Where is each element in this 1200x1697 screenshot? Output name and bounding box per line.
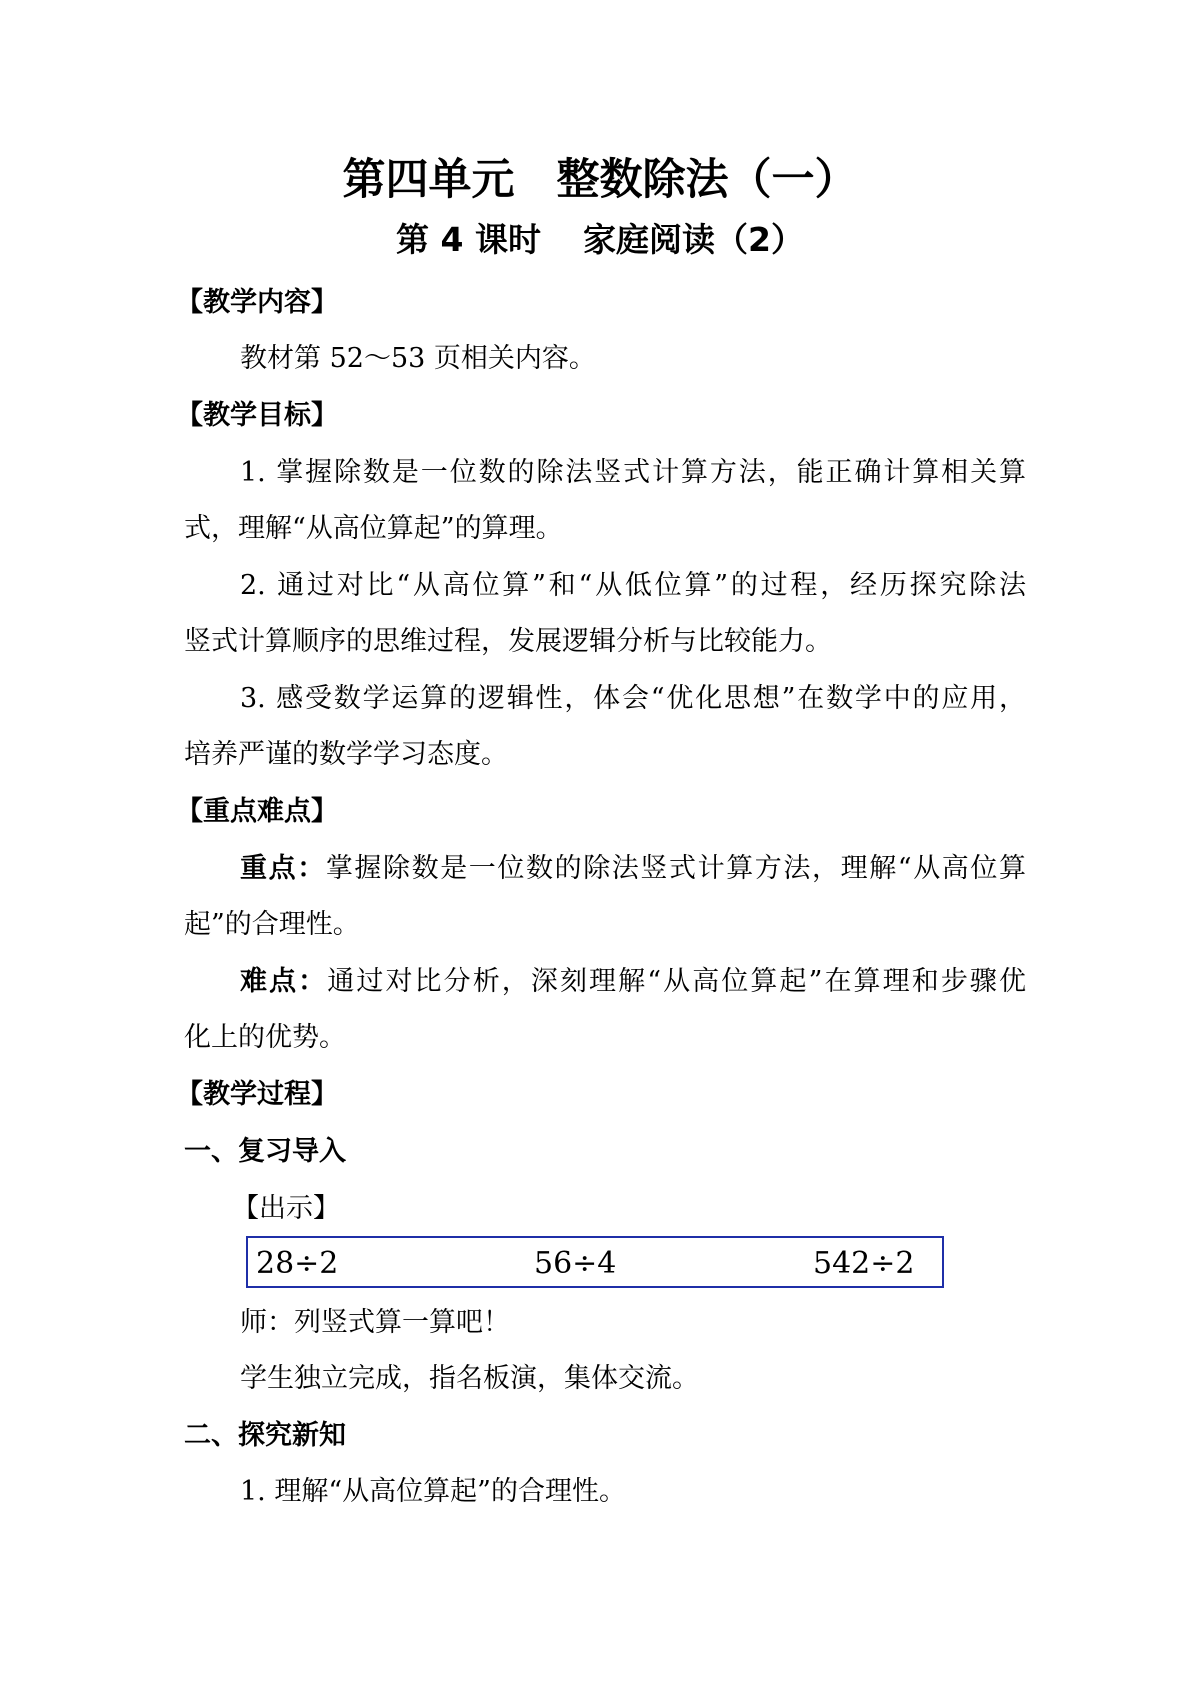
difficult-point-text: 通过对比分析，深刻理解“从高位算起”在算理和步骤优 <box>327 966 1026 997</box>
content-text: 教材第 52～53 页相关内容。 <box>240 343 596 374</box>
key-point-line-2: 起”的合理性。 <box>184 909 360 940</box>
page-subtitle <box>0 214 1200 261</box>
subsection-1: 1. 理解“从高位算起”的合理性。 <box>240 1476 626 1507</box>
unit-label: 第四单元 <box>342 155 515 205</box>
lesson-name: 家庭阅读（2） <box>582 220 804 259</box>
goal-1-line-2: 式，理解“从高位算起”的算理。 <box>184 513 563 544</box>
expression-2: 56÷4 <box>534 1246 617 1281</box>
unit-topic: 整数除法（一） <box>556 155 858 205</box>
goal-3-line-2: 培养严谨的数学学习态度。 <box>184 739 508 770</box>
page-title <box>0 146 1200 207</box>
lesson-number: 第 4 课时 <box>396 220 541 259</box>
part-1-heading: 一、复习导入 <box>184 1136 346 1167</box>
teacher-line: 师：列竖式算一算吧！ <box>240 1307 510 1338</box>
expression-box <box>246 1236 944 1288</box>
difficult-point-line-1 <box>240 959 1026 998</box>
key-point-text: 掌握除数是一位数的除法竖式计算方法，理解“从高位算 <box>325 853 1027 884</box>
expression-1: 28÷2 <box>256 1246 339 1281</box>
goal-3-line-1: 3. 感受数学运算的逻辑性，体会“优化思想”在数学中的应用， <box>240 683 1026 714</box>
goal-2-line-1: 2. 通过对比“从高位算”和“从低位算”的过程，经历探究除法 <box>240 570 1026 601</box>
goals-heading: 【教学目标】 <box>176 400 338 431</box>
difficult-point-label: 难点： <box>240 966 328 997</box>
difficult-point-line-2: 化上的优势。 <box>184 1022 346 1053</box>
key-point-line-1 <box>240 846 1026 885</box>
key-point-label: 重点： <box>240 853 326 884</box>
student-line: 学生独立完成，指名板演，集体交流。 <box>240 1363 699 1394</box>
goal-1-line-1: 1. 掌握除数是一位数的除法竖式计算方法，能正确计算相关算 <box>240 457 1026 488</box>
keypoints-heading: 【重点难点】 <box>176 796 338 827</box>
content-heading: 【教学内容】 <box>176 287 338 318</box>
show-label: 【出示】 <box>232 1193 340 1224</box>
process-heading: 【教学过程】 <box>176 1079 338 1110</box>
goal-2-line-2: 竖式计算顺序的思维过程，发展逻辑分析与比较能力。 <box>184 626 832 657</box>
part-2-heading: 二、探究新知 <box>184 1420 346 1451</box>
expression-3: 542÷2 <box>813 1246 915 1281</box>
